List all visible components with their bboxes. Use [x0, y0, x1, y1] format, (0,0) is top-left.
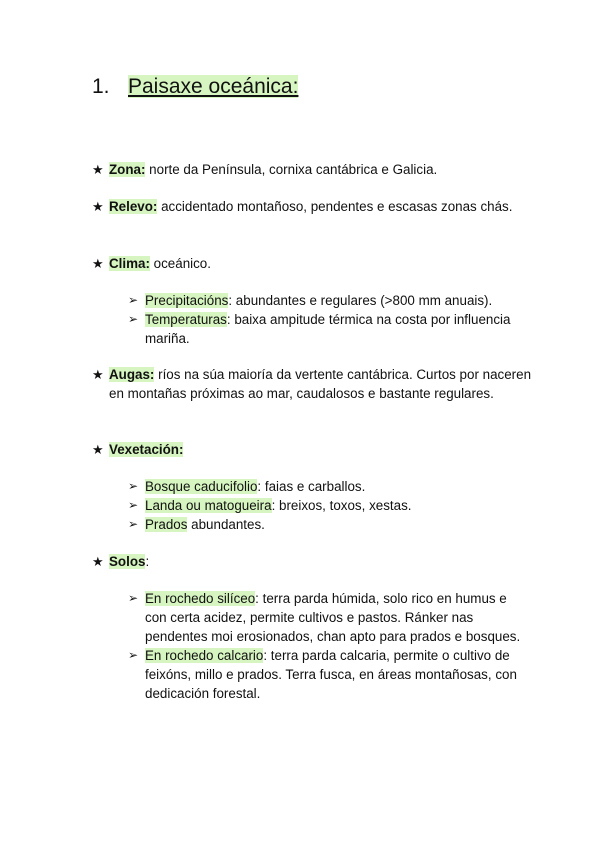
title-number: 1.	[92, 75, 110, 98]
section-solos: ★ Solos:	[92, 554, 150, 569]
text-clima: oceánico.	[149, 256, 211, 271]
star-icon: ★	[92, 442, 104, 457]
arrow-bullet-icon: ➢	[128, 293, 139, 307]
list-item: ➢ Prados abundantes.	[128, 517, 265, 532]
arrow-bullet-icon: ➢	[128, 517, 139, 531]
arrow-bullet-icon: ➢	[128, 648, 139, 662]
list-vexetacion	[128, 477, 528, 534]
list-item: ➢ Landa ou matogueira: breixos, toxos, xestas.	[128, 498, 412, 513]
section-clima	[92, 254, 532, 273]
text-relevo: accidentado montañoso, pendentes e escasas zonas chás.	[157, 199, 513, 214]
text-augas: ríos na súa maioría da vertente cantábrica. Curtos por naceren en montañas próximas ao mar, caudalosos e bastante regulares.	[109, 367, 532, 401]
star-icon: ★	[92, 162, 104, 177]
arrow-bullet-icon: ➢	[128, 479, 139, 493]
title-text: Paisaxe oceánica:	[128, 75, 299, 98]
page-title	[92, 74, 298, 100]
list-solos	[128, 589, 528, 703]
list-item: ➢ Temperaturas: baixa ampitude térmica na costa por influencia mariña.	[128, 312, 511, 346]
star-icon: ★	[92, 554, 104, 569]
list-item: ➢ En rochedo silíceo: terra parda húmida, solo rico en humus e con certa acidez, permite cultivos e pastos. Ránker nas pendentes moi erosionados, chan apto para prados e bosques.	[128, 591, 521, 644]
keyword-clima: Clima:	[109, 256, 150, 271]
star-icon: ★	[92, 367, 104, 382]
star-icon: ★	[92, 256, 104, 271]
arrow-bullet-icon: ➢	[128, 498, 139, 512]
keyword-zona: Zona:	[109, 162, 146, 177]
list-item: ➢ En rochedo calcario: terra parda calcaria, permite o cultivo de feixóns, millo e prados. Terra fusca, en áreas montañosas, con dedicación forestal.	[128, 648, 517, 701]
text-zona: norte da Península, cornixa cantábrica e Galicia.	[145, 162, 438, 177]
list-item: ➢ Precipitacións: abundantes e regulares (>800 mm anuais).	[128, 293, 493, 308]
arrow-bullet-icon: ➢	[128, 312, 139, 326]
keyword-solos: Solos	[109, 554, 146, 569]
section-zona	[92, 160, 532, 179]
arrow-bullet-icon: ➢	[128, 591, 139, 605]
list-item: ➢ Bosque caducifolio: faias e carballos.	[128, 479, 366, 494]
keyword-vexetacion: Vexetación:	[109, 442, 184, 457]
section-relevo	[92, 197, 532, 216]
star-icon: ★	[92, 199, 104, 214]
keyword-relevo: Relevo:	[109, 199, 158, 214]
keyword-augas: Augas:	[109, 367, 155, 382]
list-clima	[128, 291, 528, 348]
section-augas	[92, 365, 532, 403]
section-vexetacion	[92, 440, 532, 459]
